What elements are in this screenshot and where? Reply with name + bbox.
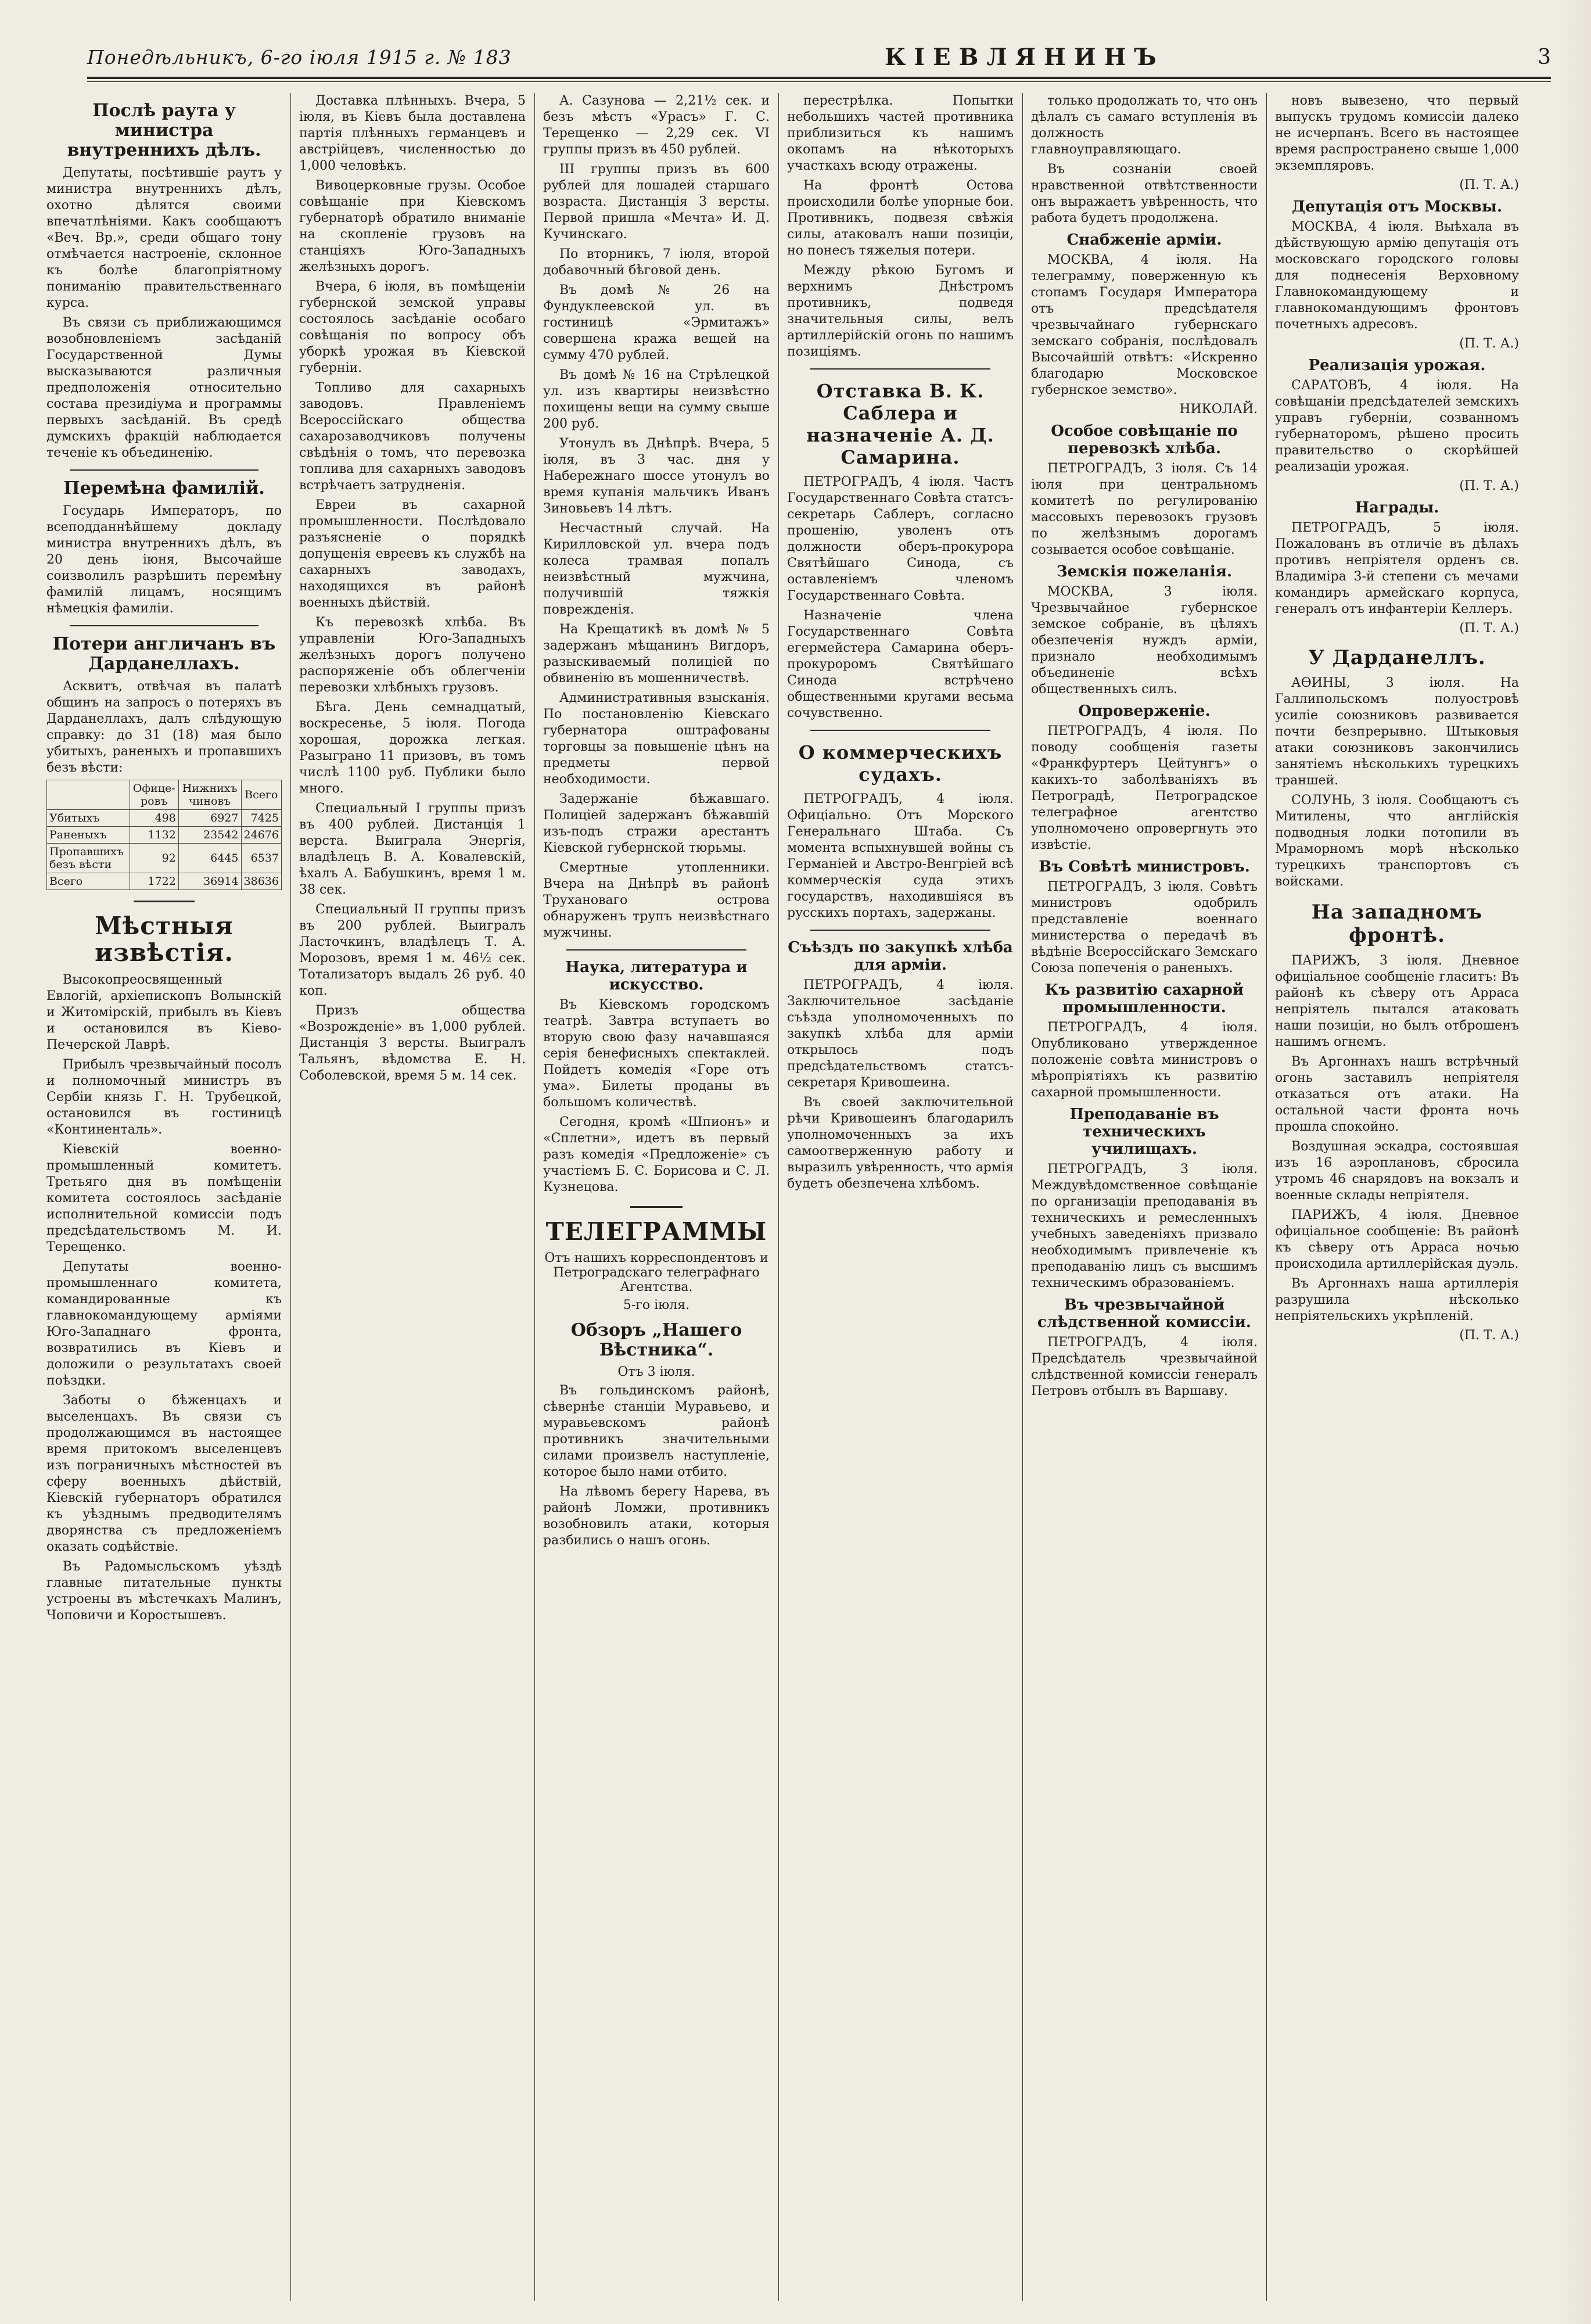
table-cell: 6927 — [178, 810, 241, 827]
article-paragraph: Заботы о бѣженцахъ и выселенцахъ. Въ связи съ продолжающимся въ настоящее время притокомъ выселенцевъ изъ пограничныхъ мѣстностей въ сферу военныхъ дѣйствій, Кіевскій губернаторъ обратился къ уѣзднымъ предводителямъ дворянства съ предложеніемъ оказать содѣйствіе. — [46, 1393, 282, 1554]
table-cell: 498 — [130, 810, 178, 827]
article-paragraph: Вивоцерковные грузы. Особое совѣщаніе при Кіевскомъ губернаторѣ обратило вниманіе на скопленіе грузовъ на станціяхъ Юго-Западныхъ желѣзныхъ дорогъ. — [299, 178, 526, 274]
article-paragraph: На лѣвомъ берегу Нарева, въ районѣ Ломжи, противникъ возобновилъ атаки, которыя разбились о нашъ огонь. — [543, 1484, 770, 1548]
article-signature: (П. Т. А.) — [1459, 1328, 1519, 1343]
article-heading: Въ Совѣтѣ министровъ. — [1039, 858, 1250, 876]
header-rule-thin — [87, 81, 1551, 82]
casualty-table — [46, 780, 282, 890]
article-paragraph: По вторникъ, 7 іюля, второй добавочный бѣговой день. — [543, 247, 770, 278]
article-dateline: Отъ 3 іюля. — [617, 1365, 695, 1379]
table-cell: 36914 — [178, 873, 241, 890]
article-paragraph: только продолжать то, что онъ дѣлалъ съ самаго вступленія въ должность главноуправляющаго. — [1031, 94, 1258, 157]
article-signature: (П. Т. А.) — [1459, 621, 1519, 636]
column-divider — [1266, 93, 1267, 2301]
article-paragraph: Въ Аргоннахъ наша артиллерія разрушила нѣсколько непріятельскихъ укрѣпленій. — [1275, 1276, 1519, 1324]
article-paragraph: ПЕТРОГРАДЪ, 3 іюля. Совѣтъ министровъ одобрилъ представленіе военнаго министерства о передачѣ въ вѣдѣніе Всероссійскаго Земскаго Союза попеченія о раненыхъ. — [1031, 880, 1258, 975]
article-paragraph: ПЕТРОГРАДЪ, 5 іюля. Пожалованъ въ отличіе въ дѣлахъ противъ непріятеля орденъ св. Владиміра 3-й степени съ мечами командиръ армейскаго корпуса, генералъ отъ инфантеріи Келлеръ. — [1275, 521, 1519, 616]
article-paragraph: Административныя взысканія. По постановленію Кіевскаго губернатора оштрафованы торговцы за повышеніе цѣнъ на предметы первой необходимости. — [543, 691, 770, 787]
table-cell: 38636 — [241, 873, 281, 890]
article-paragraph: ПЕТРОГРАДЪ, 4 іюля. По поводу сообщенія газеты «Франкфуртеръ Цейтунгъ» о какихъ-то заболѣваніяхъ въ Петроградѣ, Петроградское телеграфное агентство уполномочено опровергнуть это извѣстіе. — [1031, 724, 1258, 852]
article-heading: Обзоръ „Нашего Вѣстника“. — [570, 1320, 742, 1360]
column-divider — [534, 93, 535, 2301]
column-3 — [543, 93, 770, 2301]
table-cell: 92 — [130, 844, 178, 873]
article-paragraph: Прибылъ чрезвычайный посолъ и полномочный министръ въ Сербіи князь Г. Н. Трубецкой, остановился въ гостиницѣ «Континенталь». — [46, 1057, 282, 1137]
article-paragraph: АѲИНЫ, 3 іюля. На Галлипольскомъ полуостровѣ усиліе союзниковъ развивается почти безпрерывно. Штыковыя атаки союзниковъ закончились занятіемъ нѣсколькихъ турецкихъ траншей. — [1275, 676, 1519, 788]
table-cell: 6445 — [178, 844, 241, 873]
article-paragraph: ПЕТРОГРАДЪ, 4 іюля. Частъ Государственнаго Совѣта статсъ-секретарь Саблеръ, согласно прошенію, уволенъ отъ должности оберъ-прокурора Святѣйшаго Синода, съ оставленіемъ членомъ Государственнаго Совѣта. — [787, 475, 1014, 603]
article-paragraph: новъ вывезено, что первый выпускъ трудомъ комиссіи далеко не исчерпанъ. Всего въ настоящее время распространено свыше 1,000 экземпляровъ. — [1275, 94, 1519, 173]
column-5 — [1031, 93, 1258, 2301]
article-paragraph: Несчастный случай. На Кирилловской ул. вчера подъ колеса трамвая попалъ неизвѣстный мужчина, получившій тяжкія поврежденія. — [543, 521, 770, 617]
article-paragraph: Въ Аргоннахъ нашъ встрѣчный огонь заставилъ непріятеля отказаться отъ атаки. На остальной части фронта ночь прошла спокойно. — [1275, 1055, 1519, 1134]
table-header-cell: Нижнихъ чиновъ — [178, 780, 241, 810]
article-paragraph: Къ перевозкѣ хлѣба. Въ управленіи Юго-Западныхъ желѣзныхъ дорогъ получено распоряженіе объ облегченіи перевозки хлѣбныхъ грузовъ. — [299, 615, 526, 695]
article-heading: Въ чрезвычайной слѣдственной комиссіи. — [1037, 1296, 1251, 1331]
article-paragraph: Воздушная эскадра, состоявшая изъ 16 аэроплановъ, сбросила утромъ 46 снарядовъ на вокзалъ и военные склады непріятеля. — [1275, 1139, 1519, 1203]
article-heading: Опроверженіе. — [1078, 702, 1211, 720]
article-paragraph: Задержаніе бѣжавшаго. Полиціей задержанъ бѣжавшій изъ-подъ стражи арестантъ Кіевской губернской тюрьмы. — [543, 792, 770, 855]
article-paragraph: ПЕТРОГРАДЪ, 3 іюля. Междувѣдомственное совѣщаніе по организаціи преподаванія въ техническихъ и ремесленныхъ учебныхъ заведеніяхъ призвало необходимымъ привлеченіе къ преподаванію лицъ съ высшимъ техническимъ образованіемъ. — [1031, 1162, 1258, 1290]
article-paragraph: Специальный I группы призъ въ 400 рублей. Дистанція 1 верста. Выиграла Энергія, владѣлецъ В. А. Ковалевскій, ѣхалъ А. Бабушкинъ, время 1 м. 38 сек. — [299, 801, 526, 897]
article-heading: Послѣ раута у министра внутреннихъ дѣлъ. — [67, 101, 261, 160]
article-signature: (П. Т. А.) — [1459, 178, 1519, 192]
article-paragraph: Между рѣкою Бугомъ и верхнимъ Днѣстромъ противникъ, подведя значительныя силы, велъ артиллерійскій огонь по нашимъ позиціямъ. — [787, 263, 1014, 359]
table-header-cell: Всего — [241, 780, 281, 810]
article-signature: НИКОЛАЙ. — [1179, 402, 1258, 417]
article-heading: О коммерческихъ судахъ. — [798, 741, 1003, 786]
article-paragraph: ПЕТРОГРАДЪ, 4 іюля. Опубликовано утвержденное положеніе совѣта министровъ о мѣропріятіяхъ къ развитію сахарной промышленности. — [1031, 1020, 1258, 1100]
section-rule — [70, 625, 258, 626]
table-cell: 7425 — [241, 810, 281, 827]
column-4 — [787, 93, 1014, 2301]
column-2 — [299, 93, 526, 2301]
article-paragraph: На Крещатикѣ въ домѣ № 5 задержанъ мѣщанинъ Вигдоръ, разыскиваемый полиціей по обвиненію въ мошенничествѣ. — [543, 622, 770, 686]
table-header-cell — [47, 780, 130, 810]
table-cell: 24676 — [241, 827, 281, 844]
page-edge-shading — [1556, 0, 1591, 2324]
section-rule — [134, 901, 195, 902]
header-rule — [87, 77, 1551, 79]
article-paragraph: Доставка плѣнныхъ. Вчера, 5 іюля, въ Кіевъ была доставлена партія плѣнныхъ германцевъ и австрійцевъ, численностью до 1,000 человѣкъ. — [299, 94, 526, 173]
column-divider — [1022, 93, 1023, 2301]
article-paragraph: Вчера, 6 іюля, въ помѣщеніи губернской земской управы состоялось засѣданіе особаго совѣщанія по вопросу объ уборкѣ урожая въ Кіевской губерніи. — [299, 279, 526, 375]
table-cell: Раненыхъ — [47, 827, 130, 844]
page-number: 3 — [1538, 45, 1551, 69]
table-cell: 6537 — [241, 844, 281, 873]
column-divider — [290, 93, 291, 2301]
table-row — [47, 844, 282, 873]
article-heading: Депутація отъ Москвы. — [1292, 198, 1502, 216]
column-divider — [778, 93, 779, 2301]
article-paragraph: Депутаты военно-промышленнаго комитета, командированные къ главнокомандующему арміями Юго-Западнаго фронта, возвратились въ Кіевъ и доложили о результатахъ своей поѣздки. — [46, 1260, 282, 1388]
article-paragraph: Евреи въ сахарной промышленности. Послѣдовало разъясненіе о порядкѣ допущенія евреевъ къ службѣ на сахарныхъ заводахъ, находящихся въ районѣ военныхъ дѣйствій. — [299, 498, 526, 610]
article-paragraph: Въ домѣ № 26 на Фундуклеевской ул. въ гостиницѣ «Эрмитажъ» совершена кража вещей на сумму 470 рублей. — [543, 283, 770, 363]
table-cell: Всего — [47, 873, 130, 890]
article-paragraph: ПЕТРОГРАДЪ, 4 іюля. Предсѣдатель чрезвычайной слѣдственной комиссіи генералъ Петровъ отбылъ въ Варшаву. — [1031, 1335, 1258, 1398]
article-paragraph: А. Сазунова — 2,21½ сек. и безъ мѣстъ «Урасъ» Г. С. Терещенко — 2,29 сек. VI группы призъ въ 450 рублей. — [543, 94, 770, 157]
article-paragraph: ПЕТРОГРАДЪ, 4 іюля. Заключительное засѣданіе съѣзда уполномоченныхъ по закупкѣ хлѣба для арміи открылось подъ предсѣдательствомъ статсъ-секретаря Кривошеина. — [787, 978, 1014, 1090]
article-paragraph: ПЕТРОГРАДЪ, 3 іюля. Съ 14 іюля при центральномъ комитетѣ по регулированію массовыхъ перевозокъ грузовъ по желѣзнымъ дорогамъ созывается особое совѣщаніе. — [1031, 461, 1258, 557]
section-rule — [810, 368, 990, 370]
section-rule — [566, 949, 746, 951]
issue-date: Понедѣльникъ, 6-го іюля 1915 г. № 183 — [87, 45, 512, 69]
table-cell: 23542 — [178, 827, 241, 844]
article-paragraph: Назначеніе члена Государственнаго Совѣта егермейстера Самарина оберъ-прокуроромъ Святѣйшаго Синода встрѣчено общественными кругами весьма сочувственно. — [787, 608, 1014, 720]
section-heading: Мѣстныя извѣстія. — [95, 912, 234, 967]
column-6 — [1275, 93, 1519, 2301]
article-paragraph: Государь Императоръ, по всеподданнѣйшему докладу министра внутреннихъ дѣлъ, въ 20 день іюня, Высочайше соизволилъ разрѣшить перемѣну фамилій лицамъ, носящимъ нѣмецкія фамиліи. — [46, 504, 282, 616]
article-paragraph: Утонулъ въ Днѣпрѣ. Вчера, 5 іюля, въ 3 час. дня у Набережнаго шоссе утонулъ во время купанія мальчикъ Иванъ Зиновьевъ 14 лѣтъ. — [543, 436, 770, 516]
article-heading: Награды. — [1355, 499, 1439, 517]
table-header-row — [47, 780, 282, 810]
section-rule — [810, 930, 990, 931]
article-paragraph: Въ домѣ № 16 на Стрѣлецкой ул. изъ квартиры неизвѣстно похищены вещи на сумму свыше 200 руб. — [543, 368, 770, 431]
article-heading: Отставка В. К. Саблера и назначеніе А. Д. Самарина. — [806, 380, 994, 468]
article-heading: Особое совѣщаніе по перевозкѣ хлѣба. — [1051, 422, 1238, 457]
section-rule — [70, 469, 258, 471]
telegrams-subheading: Отъ нашихъ корреспондентовъ и Петроградскаго телеграфнаго Агентства. — [544, 1251, 768, 1294]
article-heading: У Дарданеллъ. — [1308, 646, 1486, 669]
table-row — [47, 810, 282, 827]
article-paragraph: Депутаты, посѣтившіе раутъ у министра внутреннихъ дѣлъ, охотно дѣлятся своими впечатлѣніями. Какъ сообщаютъ «Веч. Вр.», среди общаго тону отмѣчается настроеніе, склонное къ болѣе благопріятному пониманію правительственнаго курса. — [46, 166, 282, 310]
table-cell: 1132 — [130, 827, 178, 844]
article-heading: На западномъ фронтѣ. — [1311, 901, 1483, 947]
article-heading: Реализація урожая. — [1308, 357, 1486, 374]
article-heading: Перемѣна фамилій. — [63, 478, 265, 498]
article-paragraph: МОСКВА, 4 іюля. Выѣхала въ дѣйствующую армію депутація отъ московскаго городского головы для поднесенія Верховному Главнокомандующему и главнокомандующимъ фронтовъ почетныхъ адресовъ. — [1275, 220, 1519, 332]
table-cell: Пропавшихъ безъ вѣсти — [47, 844, 130, 873]
article-heading: Снабженіе арміи. — [1066, 231, 1222, 249]
article-heading: Преподаваніе въ техническихъ училищахъ. — [1069, 1106, 1219, 1158]
article-paragraph: ПАРИЖЪ, 3 іюля. Дневное офиціальное сообщеніе гласитъ: Въ районѣ къ сѣверу отъ Арраса непріятель пытался атаковать наши позиціи, но былъ отброшенъ нашимъ огнемъ. — [1275, 953, 1519, 1049]
article-paragraph: На фронтѣ Остова происходили болѣе упорные бои. Противникъ, подвезя свѣжія силы, атаковалъ наши позиціи, но понесъ тяжелыя потери. — [787, 178, 1014, 258]
article-paragraph: ПЕТРОГРАДЪ, 4 іюля. Офиціально. Отъ Морского Генеральнаго Штаба. Съ момента вспыхнувшей войны съ Германіей и Австро-Венгріей всѣ коммерческія суда этихъ государствъ, находившіяся въ русскихъ портахъ, задержаны. — [787, 792, 1014, 920]
article-paragraph: СОЛУНЬ, 3 іюля. Сообщаютъ съ Митилены, что англійскія подводныя лодки потопили въ Мраморномъ морѣ нѣсколько турецкихъ транспортовъ съ войсками. — [1275, 793, 1519, 889]
section-rule — [630, 1206, 683, 1208]
article-paragraph: Кіевскій военно-промышленный комитетъ. Третьяго дня въ помѣщеніи комитета состоялось засѣданіе исполнительной комиссіи подъ предсѣдательствомъ М. И. Терещенко. — [46, 1142, 282, 1254]
page-header — [87, 41, 1551, 73]
article-paragraph: Смертные утопленники. Вчера на Днѣпрѣ въ районѣ Трухановаго острова обнаруженъ трупъ неизвѣстнаго мужчины. — [543, 860, 770, 940]
article-heading: Съѣздъ по закупкѣ хлѣба для арміи. — [788, 939, 1013, 974]
section-rule — [810, 730, 990, 731]
article-paragraph: Специальный II группы призъ въ 200 рублей. Выигралъ Ласточкинъ, владѣлецъ Т. А. Морозовъ, время 1 м. 46½ сек. Тотализаторъ выдалъ 26 руб. 40 коп. — [299, 902, 526, 998]
table-row — [47, 873, 282, 890]
article-paragraph: Въ сознаніи своей нравственной отвѣтственности онъ выражаетъ увѣренность, что работа будетъ продолжена. — [1031, 162, 1258, 225]
article-heading: Къ развитію сахарной промышленности. — [1044, 981, 1244, 1016]
article-paragraph: Въ связи съ приближающимся возобновленіемъ засѣданій Государственной Думы высказываются различныя предположенія относительно состава президіума и программы первыхъ засѣданій. Въ средѣ думскихъ фракцій наблюдается теченіе къ объединенію. — [46, 315, 282, 460]
article-paragraph: Въ своей заключительной рѣчи Кривошеинъ благодарилъ уполномоченныхъ за ихъ самоотверженную работу и выразилъ увѣренность, что армія будетъ обезпечена хлѣбомъ. — [787, 1095, 1014, 1191]
article-paragraph: Сегодня, кромѣ «Шпионъ» и «Сплетни», идетъ въ первый разъ комедія «Предложеніе» съ участіемъ Б. С. Борисова и С. Л. Кузнецова. — [543, 1115, 770, 1195]
article-paragraph: Въ Кіевскомъ городскомъ театрѣ. Завтра вступаетъ во вторую свою фазу начавшаяся серія бенефисныхъ спектаклей. Пойдетъ комедія «Горе отъ ума». Билеты проданы въ большомъ количествѣ. — [543, 998, 770, 1110]
article-heading: Потери англичанъ въ Дарданеллахъ. — [52, 634, 276, 674]
article-paragraph: ПАРИЖЪ, 4 іюля. Дневное офиціальное сообщеніе: Въ районѣ къ сѣверу отъ Арраса ночью происходила артиллерійская дуэль. — [1275, 1208, 1519, 1271]
telegrams-date: 5-го іюля. — [623, 1298, 690, 1312]
article-signature: (П. Т. А.) — [1459, 479, 1519, 493]
table-cell: 1722 — [130, 873, 178, 890]
article-paragraph: Топливо для сахарныхъ заводовъ. Правленіемъ Всероссійскаго общества сахарозаводчиковъ получены свѣдѣнія о томъ, что перевозка топлива для сахарныхъ заводовъ встрѣчаетъ затрудненія. — [299, 381, 526, 493]
article-paragraph: Высокопреосвященный Евлогій, архіепископъ Волынскій и Житомірскій, прибылъ въ Кіевъ и остановился въ Кіево-Печерской Лаврѣ. — [46, 973, 282, 1052]
newspaper-title: КІЕВЛЯНИНЪ — [884, 43, 1165, 71]
column-1 — [46, 93, 282, 2301]
article-paragraph: МОСКВА, 3 іюля. Чрезвычайное губернское земское собраніе, въ цѣляхъ обезпеченія нуждъ арміи, признало необходимымъ объединеніе всѣхъ общественныхъ силъ. — [1031, 584, 1258, 697]
article-paragraph: Призъ общества «Возрожденіе» въ 1,000 рублей. Дистанція 3 версты. Выигралъ Тальянъ, вѣдомства Е. Н. Соболевской, время 5 м. 14 сек. — [299, 1003, 526, 1083]
section-heading: Наука, литература и искусство. — [565, 959, 748, 994]
table-row — [47, 827, 282, 844]
article-paragraph: Въ Радомысльскомъ уѣздѣ главные питательные пункты устроены въ мѣстечкахъ Малинъ, Чоповичи и Коростышевъ. — [46, 1559, 282, 1623]
table-cell: Убитыхъ — [47, 810, 130, 827]
article-heading: Земскія пожеланія. — [1056, 563, 1233, 580]
telegrams-heading: ТЕЛЕГРАММЫ — [545, 1217, 767, 1246]
article-paragraph: Въ гольдинскомъ районѣ, сѣвернѣе станціи Муравьево, и муравьевскомъ районѣ противникъ значительными силами произвелъ наступленіе, которое было нами отбито. — [543, 1383, 770, 1479]
article-paragraph: Бѣга. День семнадцатый, воскресенье, 5 іюля. Погода хорошая, дорожка легкая. Разыграно 11 призовъ, въ томъ числѣ 1100 руб. Публики было много. — [299, 700, 526, 796]
article-signature: (П. Т. А.) — [1459, 336, 1519, 351]
article-paragraph: МОСКВА, 4 іюля. На телеграмму, поверженную къ стопамъ Государя Императора отъ предсѣдателя чрезвычайнаго губернскаго земскаго собранія, послѣдовалъ Высочайшій отвѣтъ: «Искренно благодарю Московское губернское земство». — [1031, 253, 1258, 397]
article-paragraph: Асквитъ, отвѣчая въ палатѣ общинъ на запросъ о потеряхъ въ Дарданеллахъ, далъ слѣдующую справку: до 31 (18) мая было убитыхъ, раненыхъ и пропавшихъ безъ вѣсти: — [46, 679, 282, 775]
article-paragraph: САРАТОВЪ, 4 іюля. На совѣщаніи предсѣдателей земскихъ управъ губерніи, созванномъ губернаторомъ, рѣшено просить правительство о скорѣйшей реализаціи урожая. — [1275, 378, 1519, 474]
article-paragraph: перестрѣлка. Попытки небольшихъ частей противника приблизиться къ нашимъ окопамъ на нѣкоторыхъ участкахъ всюду отражены. — [787, 94, 1014, 173]
table-header-cell: Офице-ровъ — [130, 780, 178, 810]
article-paragraph: III группы призъ въ 600 рублей для лошадей старшаго возраста. Дистанція 3 версты. Первой пришла «Мечта» И. Д. Кучинскаго. — [543, 162, 770, 242]
